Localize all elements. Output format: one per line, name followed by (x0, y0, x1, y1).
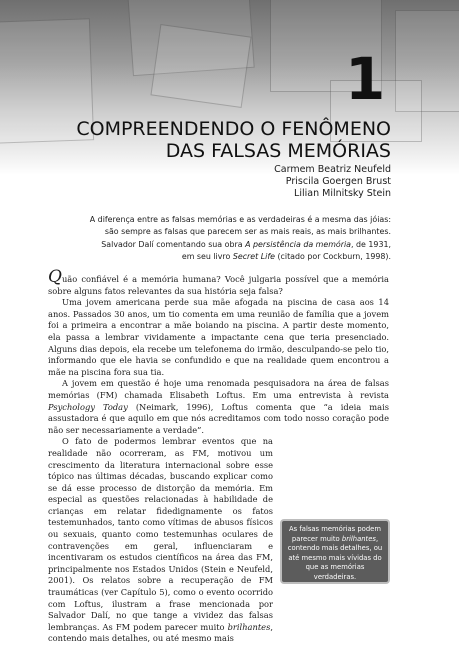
author-list (131, 164, 391, 200)
epigraph-quote-line-2: são sempre as falsas que parecem ser as mais reais, as mais brilhantes. (104, 226, 391, 236)
author-name: Priscila Goergen Brust (285, 176, 391, 187)
chapter-title-line-1: COMPREENDENDO O FENÔMENO (76, 118, 391, 140)
author-name: Lilian Milnitsky Stein (294, 188, 391, 199)
epigraph-source-line-2: em seu livro Secret Life (citado por Cockburn, 1998). (181, 251, 391, 261)
paragraph: Quão confiável é a memória humana? Você julgaria possível que a memória sobre alguns fatos relevantes da sua história seja falsa? (48, 267, 389, 296)
chapter-title (51, 118, 391, 162)
callout-box: As falsas memórias podem parecer muito brilhantes, contendo mais detalhes, ou até mesmo mais vívidas do que as memórias verdadeiras. (280, 519, 390, 584)
chapter-number: 1 (345, 45, 386, 113)
drop-cap: Q (48, 267, 62, 287)
epigraph-source-line-1: Salvador Dalí comentando sua obra A persistência da memória, de 1931, (101, 240, 391, 249)
paragraph: O fato de podermos lembrar eventos que na realidade não ocorreram, as FM, motivou um crescimento da literatura internacional sobre esse tópico nas últimas décadas, buscando explicar como se dá esse processo de distorção da memória. Em especial as questões relacionadas à habilidade de crianças em relatar fidedignamente os fatos testemunhados, tanto como vítimas de abusos físicos ou sexuais, quanto como testemunhas oculares de contravenções em geral, influenciaram e incentivaram os estudos científicos na área das FM, principalmente nos Estados Unidos (Stein e Neufeld, 2001). Os relatos sobre a recuperação de FM traumáticas (ver Capítulo 5), como o evento ocorrido com Loftus, ilustram a frase mencionada por Salvador Dalí, no que tange a vividez das falsas lembranças. As FM podem parecer muito brilhantes, contendo mais detalhes, ou até mesmo mais (48, 436, 273, 644)
author-name: Carmem Beatriz Neufeld (274, 164, 391, 175)
body-text (48, 267, 389, 647)
chapter-title-line-2: DAS FALSAS MEMÓRIAS (165, 140, 391, 162)
paragraph: Uma jovem americana perde sua mãe afogada na piscina de casa aos 14 anos. Passados 30 anos, um tio comenta em uma reunião de família que a jovem foi a primeira a encontrar a mãe boiando na piscina. A partir deste momento, ela passa a lembrar vividamente a impactante cena que teria presenciado. Alguns dias depois, ela recebe um telefonema do irmão, desculpando-se pelo tio, informando que ele havia se confundido e que na realidade quem encontrou a mãe na piscina fora sua tia. (48, 297, 389, 377)
epigraph (71, 214, 391, 262)
paragraph: A jovem em questão é hoje uma renomada pesquisadora na área de falsas memórias (FM) chamada Elisabeth Loftus. Em uma entrevista à revista Psychology Today (Neimark, 1996), Loftus comenta que “a ideia mais assustadora é que aquilo em que nós acreditamos com todo nosso coração pode não ser necessariamente a verdade”. (48, 378, 389, 435)
epigraph-quote-line-1: A diferença entre as falsas memórias e as verdadeiras é a mesma das jóias: (89, 215, 391, 224)
